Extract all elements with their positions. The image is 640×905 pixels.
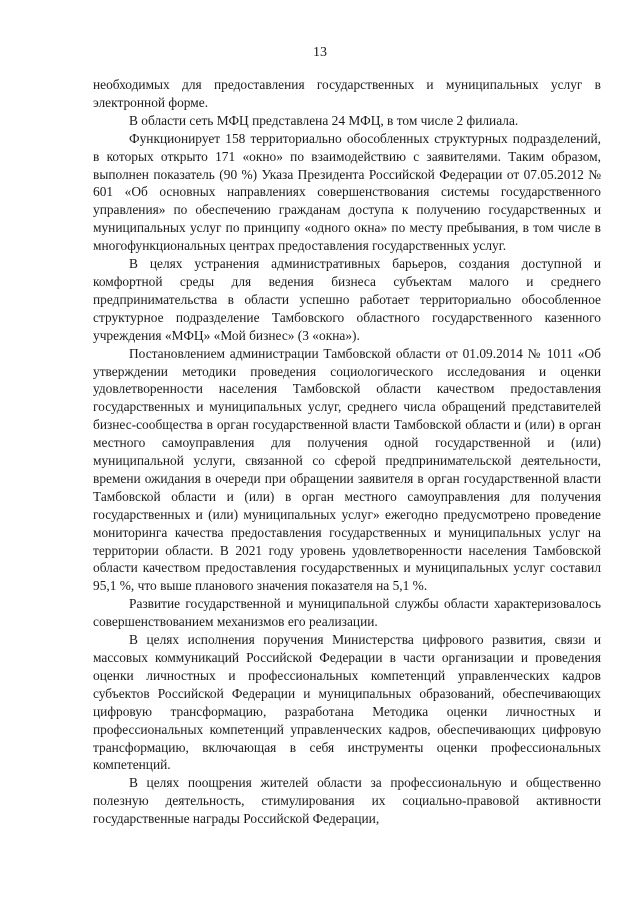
paragraph-civil-service: Развитие государственной и муниципальной службы области характеризовалось совершенствованием механизмов его реализации.: [93, 596, 601, 630]
page-number: 13: [313, 45, 327, 60]
paragraph-satisfaction-methodology: Постановлением администрации Тамбовской области от 01.09.2014 № 1011 «Об утверждении методики проведения социологического исследования и оценки удовлетворенности населения Тамбовской области качеством предоставления государственных и муниципальных услуг, среднего числа обращений представителей бизнес-сообщества в орган государственной власти Тамбовской области и (или) в орган местного самоуправления для получения одной государственной и (или) муниципальной услуги, связанной со сферой предпринимательской деятельности, времени ожидания в очереди при обращении заявителя в орган государственной власти Тамбовской области и (или) в орган местного самоуправления для получения государственных и (или) муниципальных услуг» ежегодно предусмотрено проведение мониторинга качества предоставления государственных и муниципальных услуг на территории области. В 2021 году уровень удовлетворенности населения Тамбовской области качеством предоставления государственных и муниципальных услуг составил 95,1 %, что выше планового значения показателя на 5,1 %.: [93, 345, 601, 594]
paragraph-state-awards: В целях поощрения жителей области за профессиональную и общественно полезную деятельность, стимулирования их социально-правовой активности государственные награды Российской Федерации,: [93, 775, 601, 827]
paragraph-mfc-network: В области сеть МФЦ представлена 24 МФЦ, в том числе 2 филиала.: [129, 112, 519, 128]
paragraph-continuation: необходимых для предоставления государственных и муниципальных услуг в электронной форме.: [93, 77, 601, 110]
paragraph-digital-competencies: В целях исполнения поручения Министерства цифрового развития, связи и массовых коммуникаций Российской Федерации в части организации и проведения оценки личностных и профессиональных компетенций управленческих кадров субъектов Российской Федерации и муниципальных образований, обеспечивающих цифровую трансформацию, разработана Методика оценки личностных и профессиональных компетенций управленческих кадров, обеспечивающих цифровую трансформацию, включающая в себя инструменты оценки профессиональных компетенций.: [93, 632, 601, 773]
document-body: [93, 76, 601, 828]
paragraph-structural-units: Функционирует 158 территориально обособленных структурных подразделений, в которых открыто 171 «окно» по взаимодействию с заявителями. Таким образом, выполнен показатель (90 %) Указа Президента Российской Федерации от 07.05.2012 № 601 «Об основных направлениях совершенствования системы государственного управления» по обеспечению гражданам доступа к получению государственных и муниципальных услуг по принципу «одного окна» по месту пребывания, в том числе в многофункциональных центрах предоставления государственных услуг.: [93, 130, 601, 254]
paragraph-business-barriers: В целях устранения административных барьеров, создания доступной и комфортной среды для ведения бизнеса субъектам малого и среднего предпринимательства в области успешно работает территориально обособленное структурное подразделение Тамбовского областного государственного казенного учреждения «МФЦ» «Мой бизнес» (3 «окна»).: [93, 256, 601, 343]
